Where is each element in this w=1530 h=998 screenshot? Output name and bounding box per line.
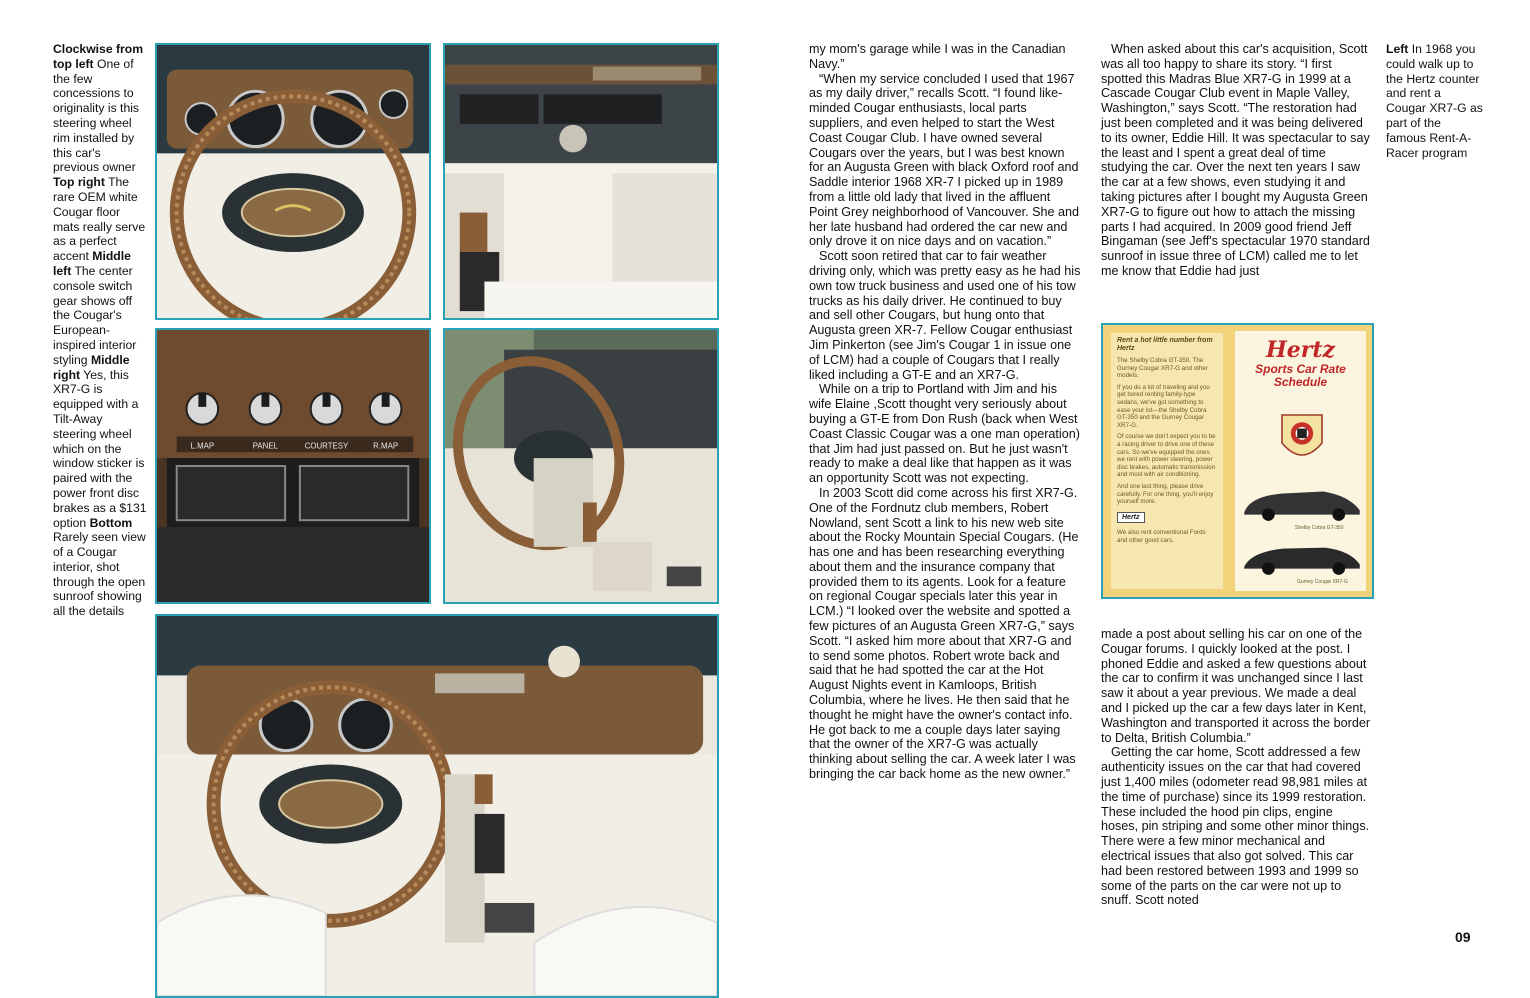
article-paragraph: In 2003 Scott did come across his first XR7-G. One of the Fordnutz club members, Robert Nowland, sent Scott a link to his new web site about the Rocky Mountain Special Cougars. (He has one and has been researching everything about them and the insurance company that provided them to its agents. Look for a feature on regional Cougar specials later this year in LCM.) “I looked over the website and spotted a few pictures of an Augusta Green XR7-G,” says Scott. “I asked him more about that XR7-G and to send some photos. Robert wrote back and said that he had spotted the car at the Hot August Nights event in Kamloops, British Columbia, where he lives. He then said that he thought he might have the owner's contact info. He got back to me a couple days later saying that the owner of the XR7-G was actually thinking about selling the car. A week later I was bringing the car back home as the new owner.” (809, 485, 1079, 782)
ad-caption-text: In 1968 you could walk up to the Hertz counter and rent a Cougar XR7-G as part of the famous Rent-A-Racer program (1386, 42, 1483, 160)
photo-floor-mats (443, 43, 719, 320)
racing-emblem (1278, 411, 1326, 467)
shelby-cobra-illustration (1239, 481, 1365, 523)
caption-label-top-right: Top right (53, 175, 105, 190)
ad-car-label: Shelby Cobra GT-350 (1295, 525, 1344, 531)
ad-body: Of course we don't expect you to be a racing driver to drive one of these cars. So we've equipped the ones we rent with power steering, power disc brakes, automatic transmission and most with air conditioning. (1117, 433, 1216, 479)
switch-label-rmap: R.MAP (373, 441, 399, 451)
photo-caption (53, 42, 149, 619)
ad-caption-label: Left (1386, 42, 1409, 56)
photo-tilt-away-wheel (443, 328, 719, 604)
switch-label-courtesy: COURTESY (304, 441, 349, 451)
caption-text-middle-left: The center console switch gear shows off the Cougar's European-inspired interior styling (53, 263, 137, 367)
hertz-small-logo: Hertz (1117, 512, 1145, 524)
ad-copy-panel (1111, 333, 1223, 589)
caption-text-bottom: Rarely seen view of a Cougar interior, shot through the open sunroof showing all the details (53, 530, 146, 619)
ad-footer: We also rent conventional Fords and other good cars. (1117, 529, 1206, 544)
ad-body: And one last thing, please drive carefully. For one thing, you'll enjoy yourself more. (1117, 482, 1214, 506)
ad-car-label: Gurney Cougar XR7-G (1297, 579, 1348, 585)
switch-label-panel: PANEL (252, 441, 279, 451)
article-column-2-top (1101, 42, 1373, 279)
caption-label-top-left: Clockwise from top left (53, 42, 144, 71)
photo-sunroof-view (155, 614, 719, 998)
article-paragraph: Scott soon retired that car to fair weather driving only, which was pretty easy as he had his own tow truck business and used one of his tow trucks as his daily driver. He continued to buy and sell other Cougars, but hung onto that Augusta green XR-7. Fellow Cougar enthusiast Jim Pinkerton (see Jim's Cougar 1 in issue one of LCM) had a couple of Cougars that I really liked including a GT-E and an XR7-G. (809, 249, 1081, 382)
hertz-advertisement (1101, 323, 1374, 599)
caption-text-top-left: One of the few concessions to originality is this steering wheel rim installed by this car's previous owner (53, 56, 140, 175)
article-paragraph: When asked about this car's acquisition, Scott was all too happy to share its story. “I first spotted this Madras Blue XR7-G in 1999 at a Cascade Cougar Club event in Maple Valley, Washington,” says Scott. “The restoration had just been completed and it was being delivered to its owner, Eddie Hill. It was spectacular to say the least and I spent a great deal of time studying the car. Over the next ten years I saw the car at a few shows, even studying it and taking pictures after I bought my Augusta Green XR7-G to figure out how to attach the missing parts I had acquired. In 2009 good friend Jeff Bingaman (see Jeff's spectacular 1970 standard sunroof in issue three of LCM) called me to let me know that Eddie had just (1101, 42, 1370, 278)
caption-text-middle-right: Yes, this XR7-G is equipped with a Tilt-Away steering wheel which on the window sticker is paired with the power front disc brakes as a $131 option (53, 367, 147, 530)
article-paragraph: Getting the car home, Scott addressed a few authenticity issues on the car that had covered just 1,400 miles (odometer read 98,981 miles at the time of purchase) since its 1999 restoration. These included the hood pin clips, engine hoses, pin striping and some other minor things. There were a few minor mechanical and electrical issues that also got solved. This car had been restored between 1993 and 1999 so some of the parts on the car were not up to snuff. Scott noted (1101, 745, 1370, 908)
switch-label-lmap: L.MAP (190, 441, 215, 451)
ad-body: The Shelby Cobra GT-350, The Gurney Cougar XR7-G and other models. (1117, 357, 1208, 380)
caption-text-top-right: The rare OEM white Cougar floor mats really serve as a perfect accent (53, 175, 146, 264)
caption-label-bottom: Bottom (89, 515, 133, 530)
article-paragraph: While on a trip to Portland with Jim and his wife Elaine ,Scott thought very seriously about buying a GT-E from Don Rush (back when West Coast Classic Cougar was a one man operation) that Jim had just passed on. But he just wasn't ready to make a deal like that happen as it was an opportunity Scott was not expecting. (809, 382, 1080, 486)
article-paragraph: “When my service concluded I used that 1967 as my daily driver,” recalls Scott. “I found like-minded Cougar enthusiasts, local parts suppliers, and even helped to start the West Coast Cougar Club. I have owned several Cougars over the years, but I was best known for an Augusta Green with black Oxford roof and Saddle interior 1968 XR-7 I picked up in 1989 from a little old lady that lived in the affluent Point Grey neighborhood of Vancouver. She and her late husband had ordered the car new and only drove it on nice days and on vacation.” (809, 71, 1080, 249)
article-paragraph: made a post about selling his car on one of the Cougar forums. I quickly looked at the post. I phoned Eddie and asked a few questions about the car to confirm it was unchanged since I last saw it about a year previous. We made a deal and I picked up the car a few days later in Kent, Washington and transported it across the border to Delta, British Columbia.” (1101, 627, 1371, 745)
ad-headline: Rent a hot little number from Hertz (1117, 337, 1213, 352)
ad-caption (1386, 42, 1484, 160)
article-column-1 (809, 42, 1081, 782)
photo-console-switches (155, 328, 431, 604)
article-column-2-bottom (1101, 627, 1373, 908)
ad-title: Sports Car Rate Schedule (1255, 362, 1346, 389)
caption-label-middle-left: Middle left (53, 249, 131, 278)
photo-steering-wheel (155, 43, 431, 320)
hertz-logo: Hertz (1265, 337, 1336, 363)
ad-rate-schedule (1235, 331, 1366, 591)
page-number: 09 (1455, 929, 1471, 945)
article-paragraph: my mom's garage while I was in the Canadian Navy.” (809, 42, 1066, 71)
caption-label-middle-right: Middle right (53, 352, 130, 382)
gurney-cougar-illustration (1239, 535, 1365, 577)
ad-body: If you do a lot of traveling and you get bored renting family-type sedans, we've got something to ease your lot—the Shelby Cobra GT-350 and the Gurney Cougar XR7-G. (1117, 383, 1210, 429)
